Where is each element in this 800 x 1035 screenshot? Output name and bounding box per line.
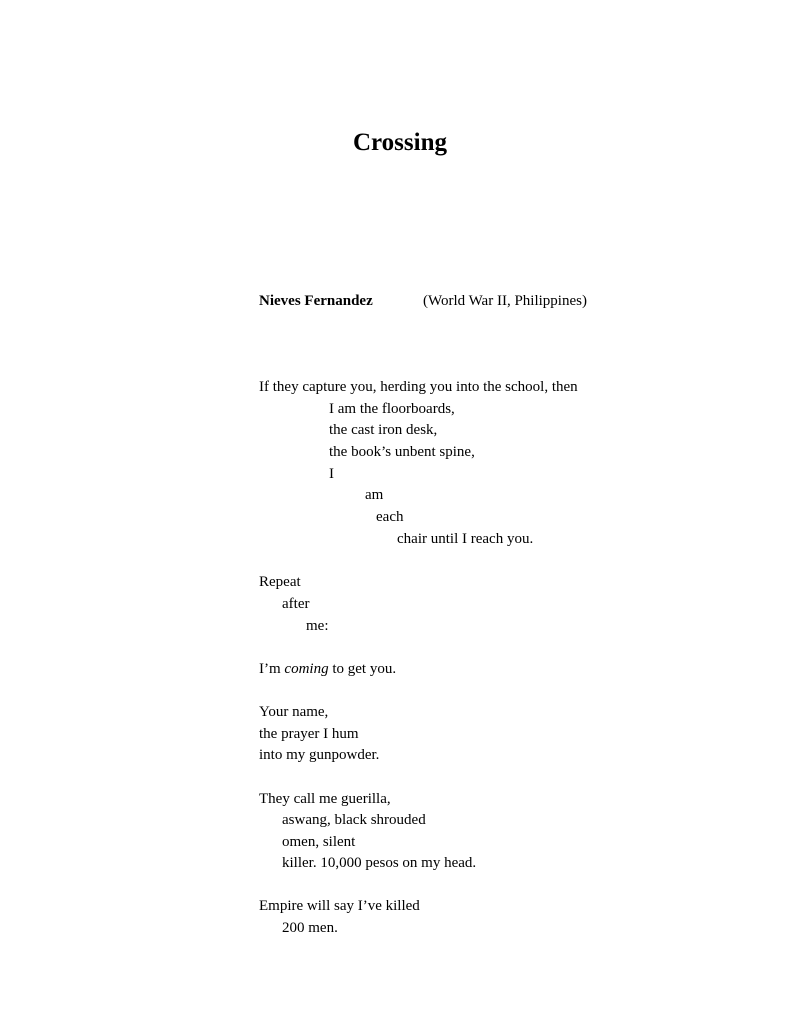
poem-line: each	[376, 509, 404, 525]
emphasized-word: coming	[284, 661, 329, 677]
poem-title: Crossing	[352, 129, 447, 156]
poem-line: into my gunpowder.	[259, 747, 380, 763]
poem-line: the cast iron desk,	[329, 422, 438, 438]
poem-line: aswang, black shrouded	[282, 812, 426, 828]
line-text: I’m	[259, 661, 285, 677]
poem-line: I	[329, 466, 334, 482]
line-text: to get you.	[328, 661, 397, 677]
speaker-name: Nieves Fernandez	[259, 293, 373, 309]
poem-line: If they capture you, herding you into the school, then	[259, 379, 578, 395]
poem-line: the book’s unbent spine,	[329, 444, 475, 460]
poem-line: am	[365, 487, 384, 503]
poem-line: They call me guerilla,	[259, 791, 391, 807]
poem-line	[259, 659, 396, 679]
poem-line: Empire will say I’ve killed	[259, 898, 420, 914]
poem-line: after	[282, 596, 310, 612]
poem-line: me:	[306, 618, 329, 634]
poem-line: I am the floorboards,	[329, 401, 455, 417]
historical-context: (World War II, Philippines)	[423, 293, 587, 309]
poem-line: chair until I reach you.	[397, 531, 534, 547]
poem-line: the prayer I hum	[259, 726, 359, 742]
poem-line: killer. 10,000 pesos on my head.	[282, 855, 477, 871]
poem-line: 200 men.	[282, 920, 338, 936]
poem-line: Your name,	[259, 704, 329, 720]
poem-line: omen, silent	[282, 834, 356, 850]
poem-line: Repeat	[259, 574, 301, 590]
